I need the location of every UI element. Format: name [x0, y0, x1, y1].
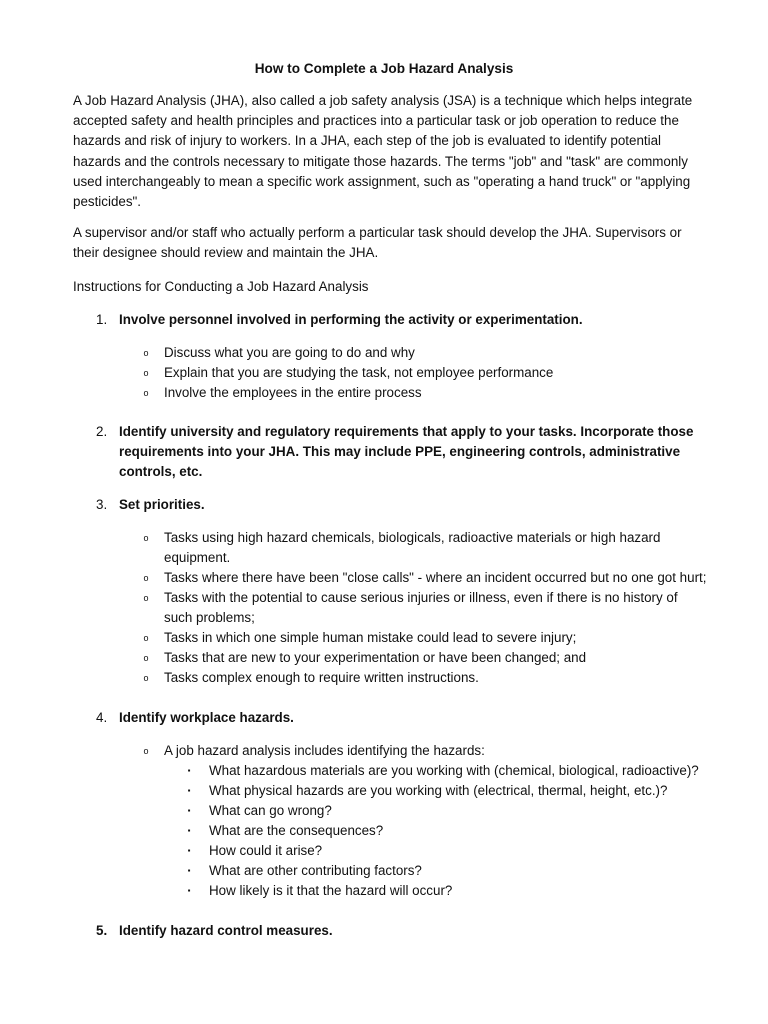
- supervisor-paragraph: A supervisor and/or staff who actually perform a particular task should develop the JHA. Supervisors or their designee should review and maintain the JHA.: [73, 225, 682, 261]
- circle-bullet-icon: o: [143, 673, 149, 683]
- step-heading: Set priorities.: [119, 497, 205, 512]
- step-number: 3.: [96, 497, 108, 512]
- circle-bullet-icon: o: [143, 368, 149, 378]
- circle-bullet-icon: o: [143, 388, 149, 398]
- step-number: 2.: [96, 424, 108, 439]
- step-number: 5.: [96, 923, 108, 938]
- square-bullet-icon: ▪: [187, 786, 191, 795]
- list-item: A job hazard analysis includes identifying the hazards:: [164, 743, 485, 758]
- list-item: Discuss what you are going to do and why: [164, 345, 415, 360]
- square-bullet-icon: ▪: [187, 846, 191, 855]
- list-item: Tasks where there have been "close calls" - where an incident occurred but no one got hurt;: [164, 570, 707, 585]
- list-item: Tasks with the potential to cause serious injuries or illness, even if there is no history of such problems;: [164, 590, 678, 625]
- list-item: Tasks using high hazard chemicals, biologicals, radioactive materials or high hazard equipment.: [164, 530, 661, 565]
- step-heading: Identify hazard control measures.: [119, 923, 333, 938]
- square-bullet-icon: ▪: [187, 866, 191, 875]
- sub-list-item: What hazardous materials are you working with (chemical, biological, radioactive)?: [209, 763, 699, 778]
- circle-bullet-icon: o: [143, 653, 149, 663]
- circle-bullet-icon: o: [143, 573, 149, 583]
- step-number: 1.: [96, 312, 108, 327]
- circle-bullet-icon: o: [143, 533, 149, 543]
- list-item: Explain that you are studying the task, not employee performance: [164, 365, 554, 380]
- circle-bullet-icon: o: [143, 746, 149, 756]
- square-bullet-icon: ▪: [187, 826, 191, 835]
- list-item: Tasks complex enough to require written instructions.: [164, 670, 479, 685]
- square-bullet-icon: ▪: [187, 806, 191, 815]
- list-item: Tasks in which one simple human mistake could lead to severe injury;: [164, 630, 577, 645]
- step-number: 4.: [96, 710, 108, 725]
- instructions-heading: Instructions for Conducting a Job Hazard Analysis: [73, 279, 369, 294]
- square-bullet-icon: ▪: [187, 766, 191, 775]
- sub-list-item: How likely is it that the hazard will occur?: [209, 883, 453, 898]
- page-title: How to Complete a Job Hazard Analysis: [254, 61, 514, 76]
- list-item: Tasks that are new to your experimentation or have been changed; and: [164, 650, 587, 665]
- intro-paragraph: A Job Hazard Analysis (JHA), also called a job safety analysis (JSA) is a technique which helps integrate accepted safety and health principles and practices into a particular task or job operation to reduce the hazards and risk of injury to workers. In a JHA, each step of the job is evaluated to identify potential hazards and the controls necessary to mitigate those hazards. The terms "job" and "task" are commonly used interchangeably to mean a specific work assignment, such as "operating a hand truck" or "applying pesticides".: [73, 93, 693, 210]
- sub-list-item: What are other contributing factors?: [209, 863, 422, 878]
- sub-list-item: What are the consequences?: [209, 823, 384, 838]
- step-heading: Involve personnel involved in performing the activity or experimentation.: [119, 312, 583, 327]
- square-bullet-icon: ▪: [187, 886, 191, 895]
- step-heading: Identify workplace hazards.: [119, 710, 294, 725]
- circle-bullet-icon: o: [143, 593, 149, 603]
- sub-list-item: What physical hazards are you working with (electrical, thermal, height, etc.)?: [209, 783, 668, 798]
- circle-bullet-icon: o: [143, 633, 149, 643]
- step-heading: Identify university and regulatory requirements that apply to your tasks. Incorporate those requirements into your JHA. This may include PPE, engineering controls, administrative controls, etc.: [119, 424, 694, 480]
- circle-bullet-icon: o: [143, 348, 149, 358]
- list-item: Involve the employees in the entire process: [164, 385, 422, 400]
- sub-list-item: What can go wrong?: [209, 803, 332, 818]
- sub-list-item: How could it arise?: [209, 843, 323, 858]
